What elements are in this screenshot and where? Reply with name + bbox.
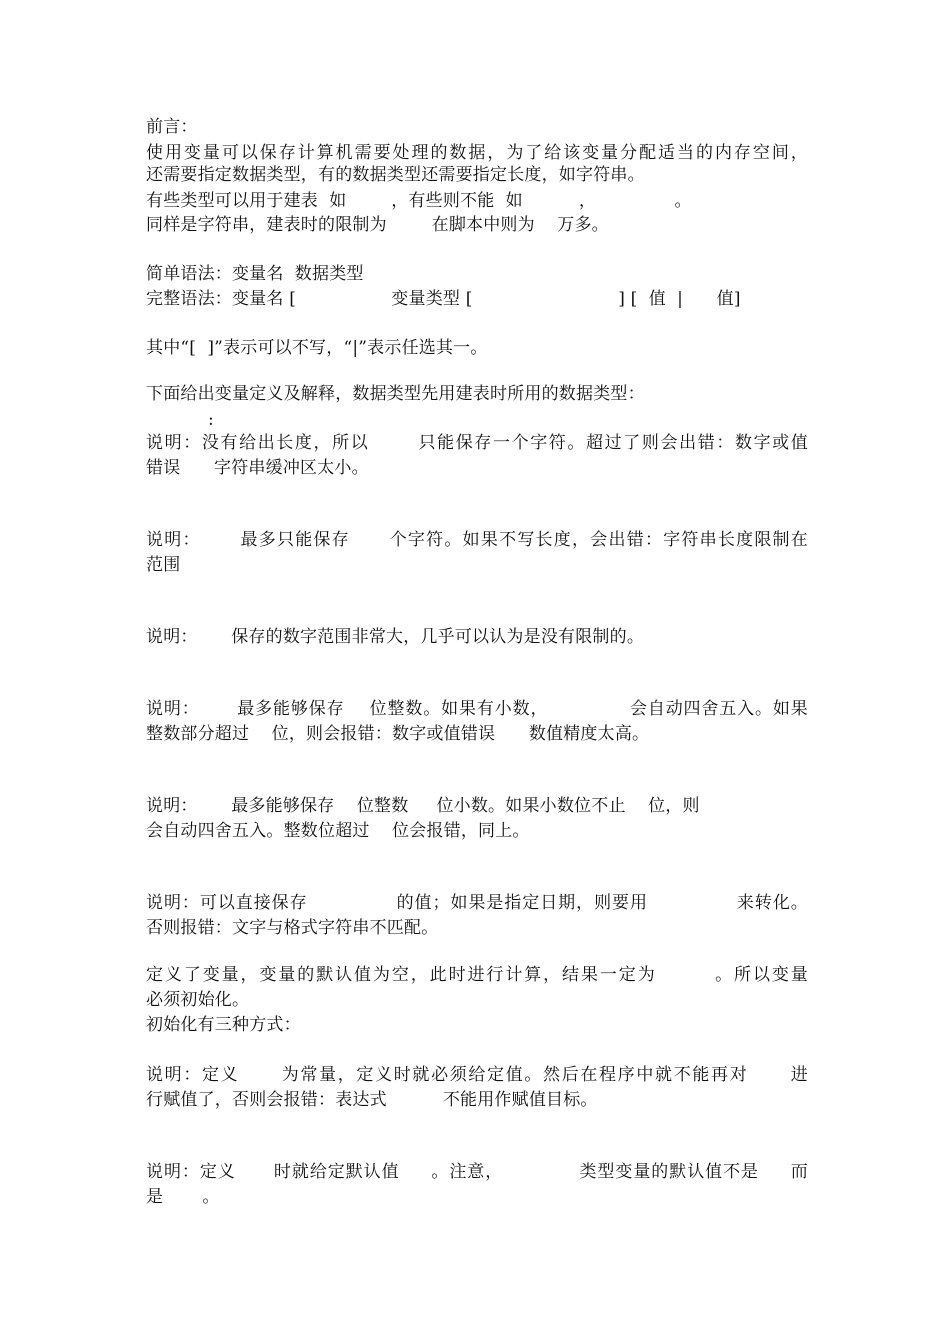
explanation-line: 说明：可以直接保存 的值；如果是指定日期，则要用 来转化。 [146,893,808,913]
explanation-line: 会自动四舍五入。整数位超过 位会报错，同上。 [146,821,530,841]
explanation-line: 说明：定义 为常量，定义时就必须给定值。然后在程序中就不能再对 进 [146,1065,808,1085]
explanation-line: 说明： 最多能够保存 位整数 位小数。如果小数位不止 位，则 [146,796,700,816]
simple-syntax-line: 简单语法：变量名 数据类型 [146,264,364,284]
paragraph-line: 有些类型可以用于建表 如 ，有些则不能 如 ， 。 [146,191,692,211]
explanation-line: 行赋值了，否则会报错：表达式 不能用作赋值目标。 [146,1090,598,1110]
paragraph-line: 必须初始化。 [146,990,250,1010]
explanation-line: 说明：没有给出长度，所以 只能保存一个字符。超过了则会出错：数字或值 [146,433,808,453]
paragraph-line: 其中“[ ]”表示可以不写，“|”表示任选其一。 [146,338,488,358]
paragraph-line: 使用变量可以保存计算机需要处理的数据，为了给该变量分配适当的内存空间， [146,143,808,163]
explanation-line: 说明： 最多只能保存 个字符。如果不写长度，会出错：字符串长度限制在 [146,530,808,550]
paragraph-line: 还需要指定数据类型，有的数据类型还需要指定长度，如字符串。 [146,165,645,185]
explanation-line: 说明： 保存的数字范围非常大，几乎可以认为是没有限制的。 [146,627,645,647]
paragraph-line: 下面给出变量定义及解释，数据类型先用建表时所用的数据类型： [146,384,645,404]
explanation-line: 说明： 最多能够保存 位整数。如果有小数， 会自动四舍五入。如果 [146,699,808,719]
explanation-line: 错误 字符串缓冲区太小。 [146,458,369,478]
heading-preface: 前言： [146,117,198,137]
code-placeholder-line: : [208,410,214,430]
paragraph-line: 定义了变量，变量的默认值为空，此时进行计算，结果一定为 。所以变量 [146,965,808,985]
full-syntax-line: 完整语法：变量名 [ 变量类型 [ ] [ 值 | 值] [146,289,741,309]
explanation-line: 范围 [146,555,181,575]
paragraph-line: 同样是字符串，建表时的限制为 在脚本中则为 万多。 [146,215,609,235]
paragraph-line: 初始化有三种方式： [146,1015,301,1035]
explanation-line: 说明：定义 时就给定默认值 。注意， 类型变量的默认值不是 而 [146,1162,808,1182]
explanation-line: 否则报错：文字与格式字符串不匹配。 [146,918,439,938]
explanation-line: 整数部分超过 位，则会报错：数字或值错误 数值精度太高。 [146,724,650,744]
explanation-line: 是 。 [146,1187,220,1207]
